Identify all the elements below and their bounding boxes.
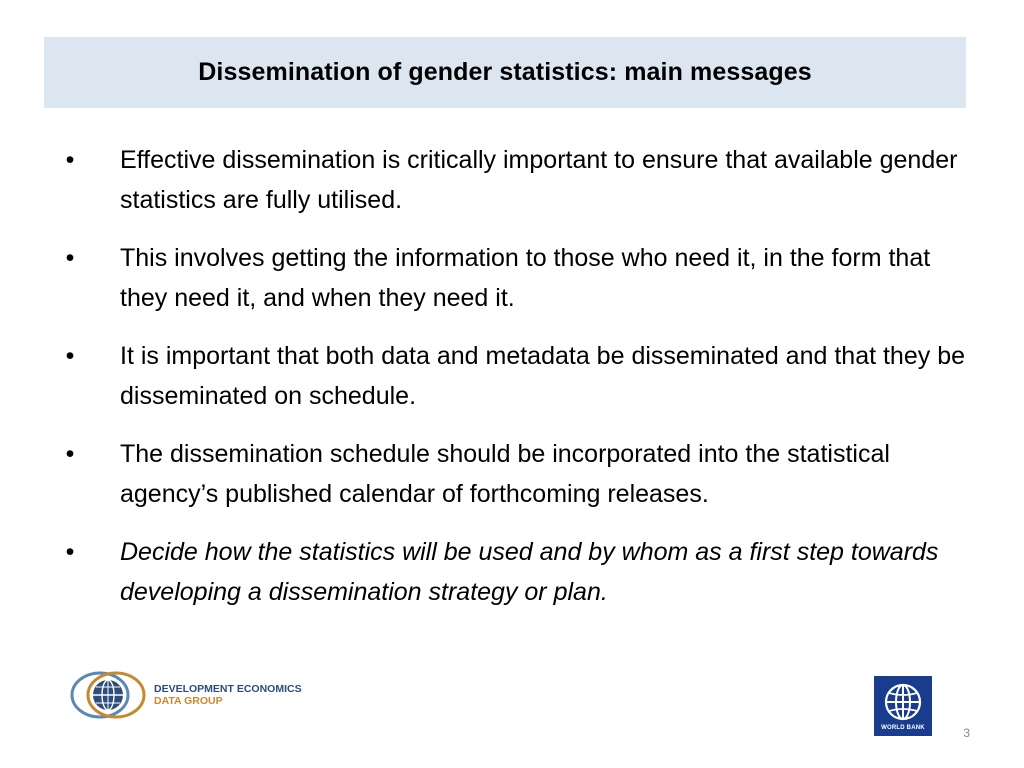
bullet-marker: •: [65, 342, 75, 370]
title-bar: [44, 37, 966, 108]
bullet-item: [60, 434, 970, 514]
degd-logo: [70, 669, 302, 721]
bullet-text: The dissemination schedule should be incorporated into the statistical agency’s published calendar of forthcoming releases.: [120, 440, 890, 508]
world-bank-label: WORLD BANK: [881, 725, 925, 731]
globe-icon: [883, 682, 923, 722]
bullet-item: [60, 336, 970, 416]
bullet-text: This involves getting the information to those who need it, in the form that they need it, and when they need it.: [120, 244, 931, 312]
bullet-text: Effective dissemination is critically important to ensure that available gender statistics are fully utilised.: [120, 146, 958, 214]
degd-line1: DEVELOPMENT ECONOMICS: [154, 683, 302, 695]
bullet-item: [60, 140, 970, 220]
world-bank-logo: [874, 676, 932, 736]
bullet-marker: •: [65, 538, 75, 566]
bullet-text: It is important that both data and metadata be disseminated and that they be disseminated on schedule.: [120, 342, 965, 410]
degd-line2: DATA GROUP: [154, 695, 223, 707]
bullet-item: [60, 238, 970, 318]
bullet-list: [60, 140, 970, 630]
slide-title: Dissemination of gender statistics: main messages: [198, 58, 812, 86]
bullet-marker: •: [65, 244, 75, 272]
bullet-marker: •: [65, 146, 75, 174]
bullet-marker: •: [65, 440, 75, 468]
globe-rings-icon: [70, 669, 148, 721]
degd-wordmark: [154, 683, 302, 707]
bullet-item: [60, 532, 970, 612]
bullet-text: Decide how the statistics will be used and by whom as a first step towards developing a dissemination strategy or plan.: [120, 538, 939, 606]
page-number: 3: [963, 726, 970, 740]
